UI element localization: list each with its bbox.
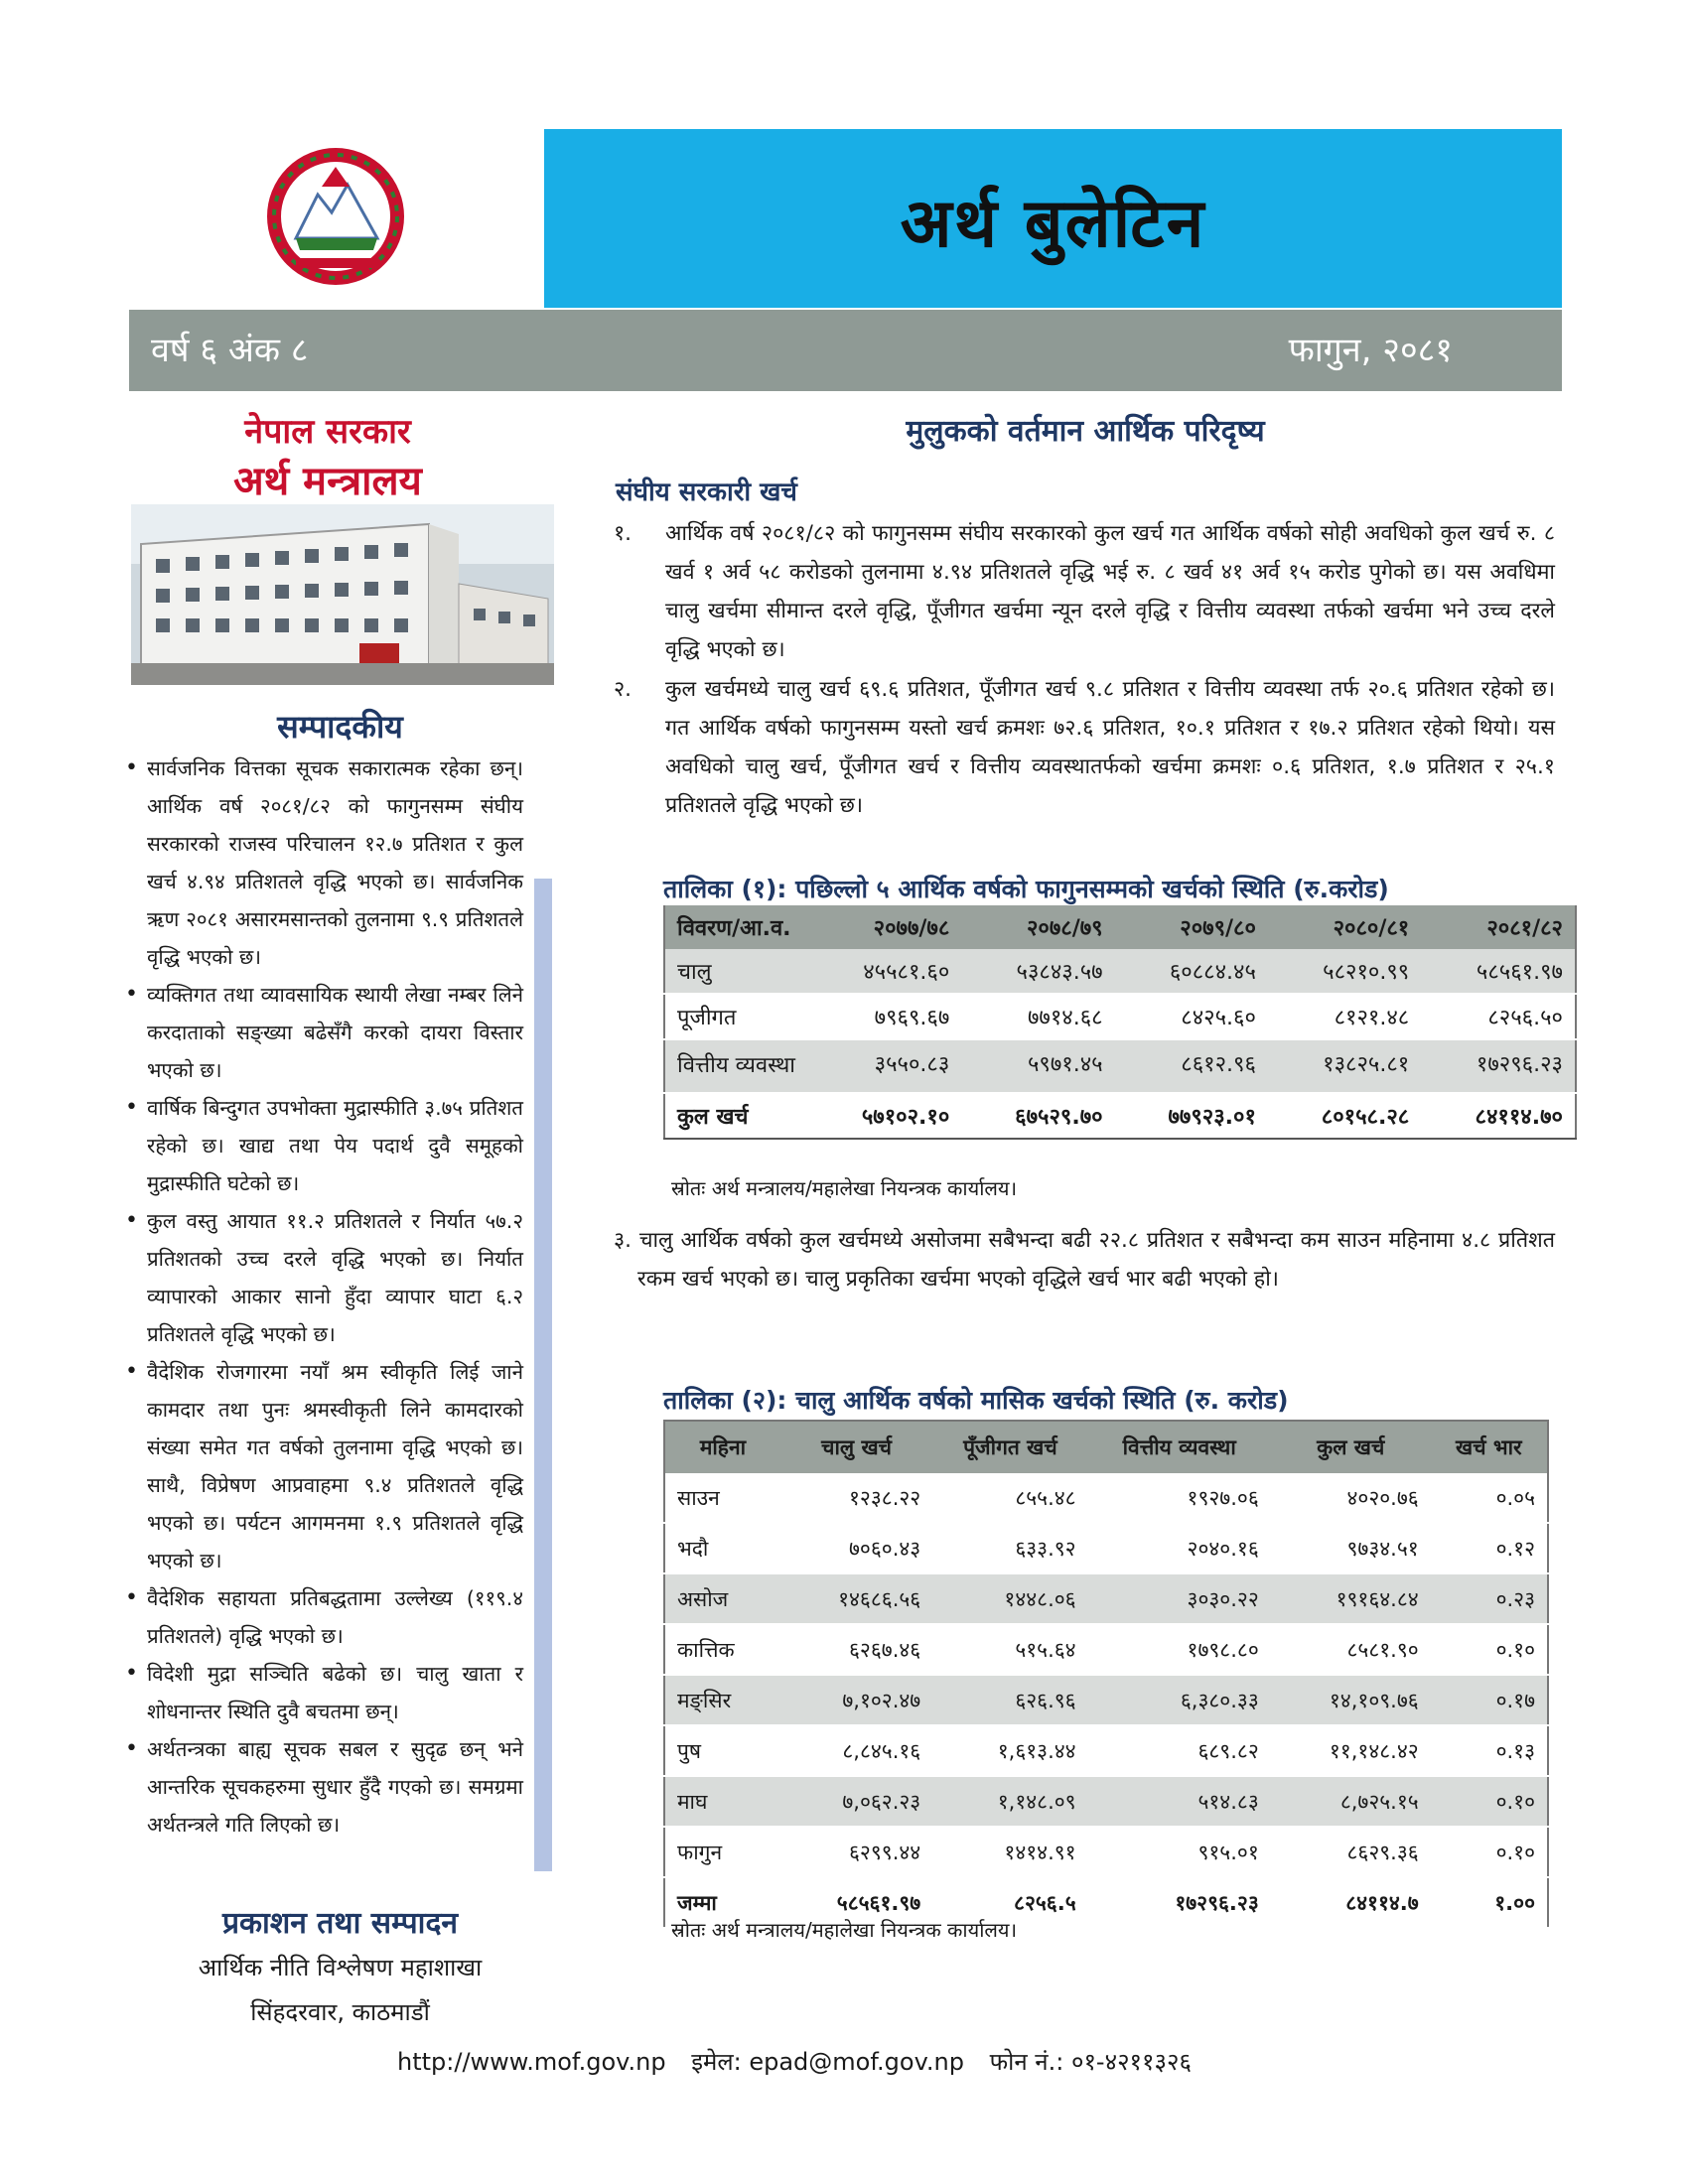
table-cell: १,६१३.४४ bbox=[932, 1725, 1087, 1776]
table-cell: ७९६९.६७ bbox=[808, 994, 961, 1039]
table-cell: ०.१७ bbox=[1431, 1675, 1548, 1725]
table-cell: ९७३४.५१ bbox=[1271, 1523, 1431, 1573]
issue-number: वर्ष ६ अंक ८ bbox=[151, 331, 309, 370]
table-cell: कुल खर्च bbox=[664, 1093, 808, 1139]
table-row bbox=[664, 1523, 1548, 1573]
table-cell: ५७१०२.१० bbox=[808, 1093, 961, 1139]
editorial-item: • अर्थतन्त्रका बाह्य सूचक सबल र सुदृढ छन् भने आन्तरिक सूचकहरुमा सुधार हुँदै गएको छ। समग्रमा अर्थतन्त्रले गति लिएको छ। bbox=[121, 1730, 523, 1843]
table-cell: १२३८.२२ bbox=[780, 1473, 932, 1523]
editorial-item: • वैदेशिक सहायता प्रतिबद्धतामा उल्लेख्य (११९.४ प्रतिशतले) वृद्धि भएको छ। bbox=[121, 1579, 523, 1655]
table-cell: १७२९६.२३ bbox=[1088, 1877, 1271, 1928]
publication-address: सिंहदरवार, काठमाडौं bbox=[250, 1998, 430, 2026]
table-cell: ०.१३ bbox=[1431, 1725, 1548, 1776]
table-cell: ८५५.४८ bbox=[932, 1473, 1087, 1523]
editorial-item: • विदेशी मुद्रा सञ्चिति बढेको छ। चालु खाता र शोधनान्तर स्थिति दुवै बचतमा छन्। bbox=[121, 1655, 523, 1730]
table-cell: असोज bbox=[664, 1573, 780, 1624]
table-cell: ३०३०.२२ bbox=[1088, 1573, 1271, 1624]
table-cell: ७,०६२.२३ bbox=[780, 1776, 932, 1827]
sidebar-rule bbox=[534, 879, 552, 1871]
column-header: वित्तीय व्यवस्था bbox=[1088, 1421, 1271, 1473]
table-cell: ६,३८०.३३ bbox=[1088, 1675, 1271, 1725]
publication-division: आर्थिक नीति विश्लेषण महाशाखा bbox=[198, 1954, 483, 1981]
paragraph-text: आर्थिक वर्ष २०८१/८२ को फागुनसम्म संघीय सरकारको कुल खर्च गत आर्थिक वर्षको सोही अवधिको कुल खर्च रु. ८ खर्व १ अर्व ५८ करोडको तुलनामा ४.९४ प्रतिशतले वृद्धि भई रु. ८ खर्व ४१ अर्व १५ करोड पुगेको छ। यस अवधिमा चालु खर्चमा सीमान्त दरले वृद्धि, पूँजीगत खर्चमा न्यून दरले वृद्धि र वित्तीय व्यवस्था तर्फको खर्चमा भने उच्च दरले वृद्धि भएको छ। bbox=[665, 521, 1555, 662]
table-cell: १७२९६.२३ bbox=[1421, 1039, 1576, 1093]
table-cell: ८२५६.५० bbox=[1421, 994, 1576, 1039]
table-cell: फागुन bbox=[664, 1827, 780, 1877]
table-cell: ८६१२.९६ bbox=[1115, 1039, 1268, 1093]
table-cell: जम्मा bbox=[664, 1877, 780, 1928]
table-cell: ७७९२३.०१ bbox=[1115, 1093, 1268, 1139]
table-cell: ६८९.८२ bbox=[1088, 1725, 1271, 1776]
phone-number: फोन नं.: ०१-४२११३२६ bbox=[989, 2048, 1192, 2076]
editorial-item: • कुल वस्तु आयात ११.२ प्रतिशतले र निर्यात ५७.२ प्रतिशतको उच्च दरले वृद्धि भएको छ। निर्यात व्यापारको आकार सानो हुँदा व्यापार घाटा ६.२ प्रतिशतले वृद्धि भएको छ। bbox=[121, 1202, 523, 1353]
table-cell: ८,७२५.१५ bbox=[1271, 1776, 1431, 1827]
table-row bbox=[664, 1039, 1576, 1093]
email-link[interactable]: इमेल: epad@mof.gov.np bbox=[691, 2048, 964, 2076]
table-cell: १४,१०९.७६ bbox=[1271, 1675, 1431, 1725]
editorial-list bbox=[121, 750, 523, 1843]
sub-heading: संघीय सरकारी खर्च bbox=[616, 478, 797, 507]
table2-source: स्रोतः अर्थ मन्त्रालय/महालेखा नियन्त्रक कार्यालय। bbox=[671, 1918, 1018, 1942]
table-cell: कात्तिक bbox=[664, 1624, 780, 1675]
column-header: पूँजीगत खर्च bbox=[932, 1421, 1087, 1473]
table-cell: ६३३.९२ bbox=[932, 1523, 1087, 1573]
table-cell: १९२७.०६ bbox=[1088, 1473, 1271, 1523]
table-cell: ५३८४३.५७ bbox=[961, 949, 1114, 994]
paragraph-1 bbox=[614, 514, 1555, 669]
table-row bbox=[664, 994, 1576, 1039]
table1-source: स्रोतः अर्थ मन्त्रालय/महालेखा नियन्त्रक कार्यालय। bbox=[671, 1176, 1018, 1200]
table-cell: १९१६४.८४ bbox=[1271, 1573, 1431, 1624]
paragraph-number: १. bbox=[614, 521, 633, 546]
editorial-item: • व्यक्तिगत तथा व्यावसायिक स्थायी लेखा नम्बर लिने करदाताको सङ्ख्या बढेसँगै करको दायरा विस्तार भएको छ। bbox=[121, 976, 523, 1089]
government-name: नेपाल सरकार bbox=[244, 412, 411, 452]
table-cell: १७९८.८० bbox=[1088, 1624, 1271, 1675]
issue-date: फागुन, २०८१ bbox=[1288, 331, 1453, 370]
table-cell: ८६२९.३६ bbox=[1271, 1827, 1431, 1877]
table-cell: ७०६०.४३ bbox=[780, 1523, 932, 1573]
table-row bbox=[664, 1473, 1548, 1523]
table-cell: ४५५८१.६० bbox=[808, 949, 961, 994]
table-total-row bbox=[664, 1093, 1576, 1139]
editorial-item: • सार्वजनिक वित्तका सूचक सकारात्मक रहेका छन्। आर्थिक वर्ष २०८१/८२ को फागुनसम्म संघीय सरकारको राजस्व परिचालन १२.७ प्रतिशत र कुल खर्च ४.९४ प्रतिशतले वृद्धि भएको छ। सार्वजनिक ऋण २०८१ असारमसान्तको तुलनामा ९.९ प्रतिशतले वृद्धि भएको छ। bbox=[121, 750, 523, 976]
paragraph-text: कुल खर्चमध्ये चालु खर्च ६९.६ प्रतिशत, पूँजीगत खर्च ९.८ प्रतिशत र वित्तीय व्यवस्था तर्फ २०.६ प्रतिशत रहेको छ। गत आर्थिक वर्षको फागुनसम्म यस्तो खर्च क्रमशः ७२.६ प्रतिशत, १०.१ प्रतिशत र १७.२ प्रतिशत रहेको थियो। यस अवधिको चालु खर्च, पूँजीगत खर्च र वित्तीय व्यवस्थातर्फको खर्चमा क्रमशः ०.६ प्रतिशत, १.७ प्रतिशत र २५.१ प्रतिशतले वृद्धि भएको छ। bbox=[665, 677, 1555, 818]
section-heading: मुलुकको वर्तमान आर्थिक परिदृष्य bbox=[906, 414, 1265, 449]
paragraph-text: ३. चालु आर्थिक वर्षको कुल खर्चमध्ये असोजमा सबैभन्दा बढी २२.८ प्रतिशत र सबैभन्दा कम साउन महिनामा ४.८ प्रतिशत रकम खर्च भएको छ। चालु प्रकृतिका खर्चमा भएको वृद्धिले खर्च भार बढी भएको हो। bbox=[614, 1228, 1555, 1292]
table-cell: ०.२३ bbox=[1431, 1573, 1548, 1624]
table-cell: ५८५६१.९७ bbox=[780, 1877, 932, 1928]
column-header: २०८०/८१ bbox=[1268, 905, 1421, 949]
table-cell: १४६८६.५६ bbox=[780, 1573, 932, 1624]
column-header: २०७९/८० bbox=[1115, 905, 1268, 949]
table-row bbox=[664, 1725, 1548, 1776]
table-cell: ५९७१.४५ bbox=[961, 1039, 1114, 1093]
monthly-expenditure-table bbox=[663, 1420, 1549, 1929]
table-cell: ०.१० bbox=[1431, 1776, 1548, 1827]
column-header: २०७८/७९ bbox=[961, 905, 1114, 949]
column-header: विवरण/आ.व. bbox=[664, 905, 808, 949]
table-row bbox=[664, 1827, 1548, 1877]
table-cell: भदौ bbox=[664, 1523, 780, 1573]
table-cell: पुष bbox=[664, 1725, 780, 1776]
column-header: २०७७/७८ bbox=[808, 905, 961, 949]
table-cell: चालु bbox=[664, 949, 808, 994]
table-cell: ५८२१०.९९ bbox=[1268, 949, 1421, 994]
table-cell: १३८२५.८१ bbox=[1268, 1039, 1421, 1093]
nepal-emblem-icon bbox=[256, 147, 415, 286]
column-header: चालु खर्च bbox=[780, 1421, 932, 1473]
table1-caption: तालिका (१): पछिल्लो ५ आर्थिक वर्षको फागुनसम्मको खर्चको स्थिति (रु.करोड) bbox=[663, 875, 1389, 903]
table-cell: ६७५२९.७० bbox=[961, 1093, 1114, 1139]
table-cell: ८,८४५.१६ bbox=[780, 1725, 932, 1776]
issue-band bbox=[129, 310, 1562, 391]
table-cell: ०.१२ bbox=[1431, 1523, 1548, 1573]
table-cell: ५८५६१.९७ bbox=[1421, 949, 1576, 994]
paragraph-2 bbox=[614, 670, 1555, 825]
table-cell: १४१४.९१ bbox=[932, 1827, 1087, 1877]
publication-heading: प्रकाशन तथा सम्पादन bbox=[221, 1906, 459, 1941]
table-cell: ०.०५ bbox=[1431, 1473, 1548, 1523]
table-cell: ३५५०.८३ bbox=[808, 1039, 961, 1093]
table-cell: २०४०.१६ bbox=[1088, 1523, 1271, 1573]
table-header-row bbox=[664, 905, 1576, 949]
table-cell: वित्तीय व्यवस्था bbox=[664, 1039, 808, 1093]
table-cell: ६२९९.४४ bbox=[780, 1827, 932, 1877]
table-cell: ०.१० bbox=[1431, 1624, 1548, 1675]
table-row bbox=[664, 1776, 1548, 1827]
table2-caption: तालिका (२): चालु आर्थिक वर्षको मासिक खर्चको स्थिति (रु. करोड) bbox=[663, 1386, 1289, 1415]
column-header: खर्च भार bbox=[1431, 1421, 1548, 1473]
table-cell: ८४११४.७० bbox=[1421, 1093, 1576, 1139]
column-header: महिना bbox=[664, 1421, 780, 1473]
ministry-building-photo bbox=[131, 504, 554, 685]
table-cell: साउन bbox=[664, 1473, 780, 1523]
table-cell: ८०१५८.२८ bbox=[1268, 1093, 1421, 1139]
editorial-item: • वैदेशिक रोजगारमा नयाँ श्रम स्वीकृति लिई जाने कामदार तथा पुनः श्रमस्वीकृती लिने कामदारको संख्या समेत गत वर्षको तुलनामा वृद्धि भएको छ। साथै, विप्रेषण आप्रवाहमा ९.४ प्रतिशतले वृद्धि भएको छ। पर्यटन आगमनमा १.९ प्रतिशतले वृद्धि भएको छ। bbox=[121, 1353, 523, 1579]
table-row bbox=[664, 1624, 1548, 1675]
table-cell: ११,१४८.४२ bbox=[1271, 1725, 1431, 1776]
column-header: कुल खर्च bbox=[1271, 1421, 1431, 1473]
table-cell: ८२५६.५ bbox=[932, 1877, 1087, 1928]
table-cell: ८१२१.४८ bbox=[1268, 994, 1421, 1039]
contact-footer bbox=[397, 2045, 1390, 2078]
bulletin-title: अर्थ बुलेटिन bbox=[900, 185, 1206, 263]
title-banner bbox=[544, 129, 1562, 308]
table-row bbox=[664, 1573, 1548, 1624]
paragraph-3 bbox=[614, 1221, 1555, 1298]
table-row bbox=[664, 949, 1576, 994]
table-cell: १४४८.०६ bbox=[932, 1573, 1087, 1624]
paragraph-number: २. bbox=[614, 677, 633, 702]
table-cell: ६०८८४.४५ bbox=[1115, 949, 1268, 994]
table-cell: पूजीगत bbox=[664, 994, 808, 1039]
table-cell: ५१५.६४ bbox=[932, 1624, 1087, 1675]
table-cell: १,१४८.०९ bbox=[932, 1776, 1087, 1827]
editorial-heading: सम्पादकीय bbox=[277, 708, 403, 746]
column-header: २०८१/८२ bbox=[1421, 905, 1576, 949]
table-cell: ८४२५.६० bbox=[1115, 994, 1268, 1039]
table-row bbox=[664, 1675, 1548, 1725]
expenditure-5yr-table bbox=[663, 905, 1577, 1140]
website-link[interactable]: http://www.mof.gov.np bbox=[397, 2048, 666, 2076]
table-cell: ०.१० bbox=[1431, 1827, 1548, 1877]
table-cell: १.०० bbox=[1431, 1877, 1548, 1928]
table-cell: ९१५.०१ bbox=[1088, 1827, 1271, 1877]
table-cell: ६२६.९६ bbox=[932, 1675, 1087, 1725]
table-cell: ७७१४.६८ bbox=[961, 994, 1114, 1039]
table-cell: मङ्सिर bbox=[664, 1675, 780, 1725]
table-cell: ८५८१.९० bbox=[1271, 1624, 1431, 1675]
editorial-item: • वार्षिक बिन्दुगत उपभोक्ता मुद्रास्फीति ३.७५ प्रतिशत रहेको छ। खाद्य तथा पेय पदार्थ दुवै समूहको मुद्रास्फीति घटेको छ। bbox=[121, 1089, 523, 1202]
table-cell: माघ bbox=[664, 1776, 780, 1827]
table-cell: ५१४.८३ bbox=[1088, 1776, 1271, 1827]
table-cell: ४०२०.७६ bbox=[1271, 1473, 1431, 1523]
table-cell: ७,१०२.४७ bbox=[780, 1675, 932, 1725]
table-cell: ८४११४.७ bbox=[1271, 1877, 1431, 1928]
table-header-row bbox=[664, 1421, 1548, 1473]
ministry-name: अर्थ मन्त्रालय bbox=[233, 458, 422, 504]
table-cell: ६२६७.४६ bbox=[780, 1624, 932, 1675]
